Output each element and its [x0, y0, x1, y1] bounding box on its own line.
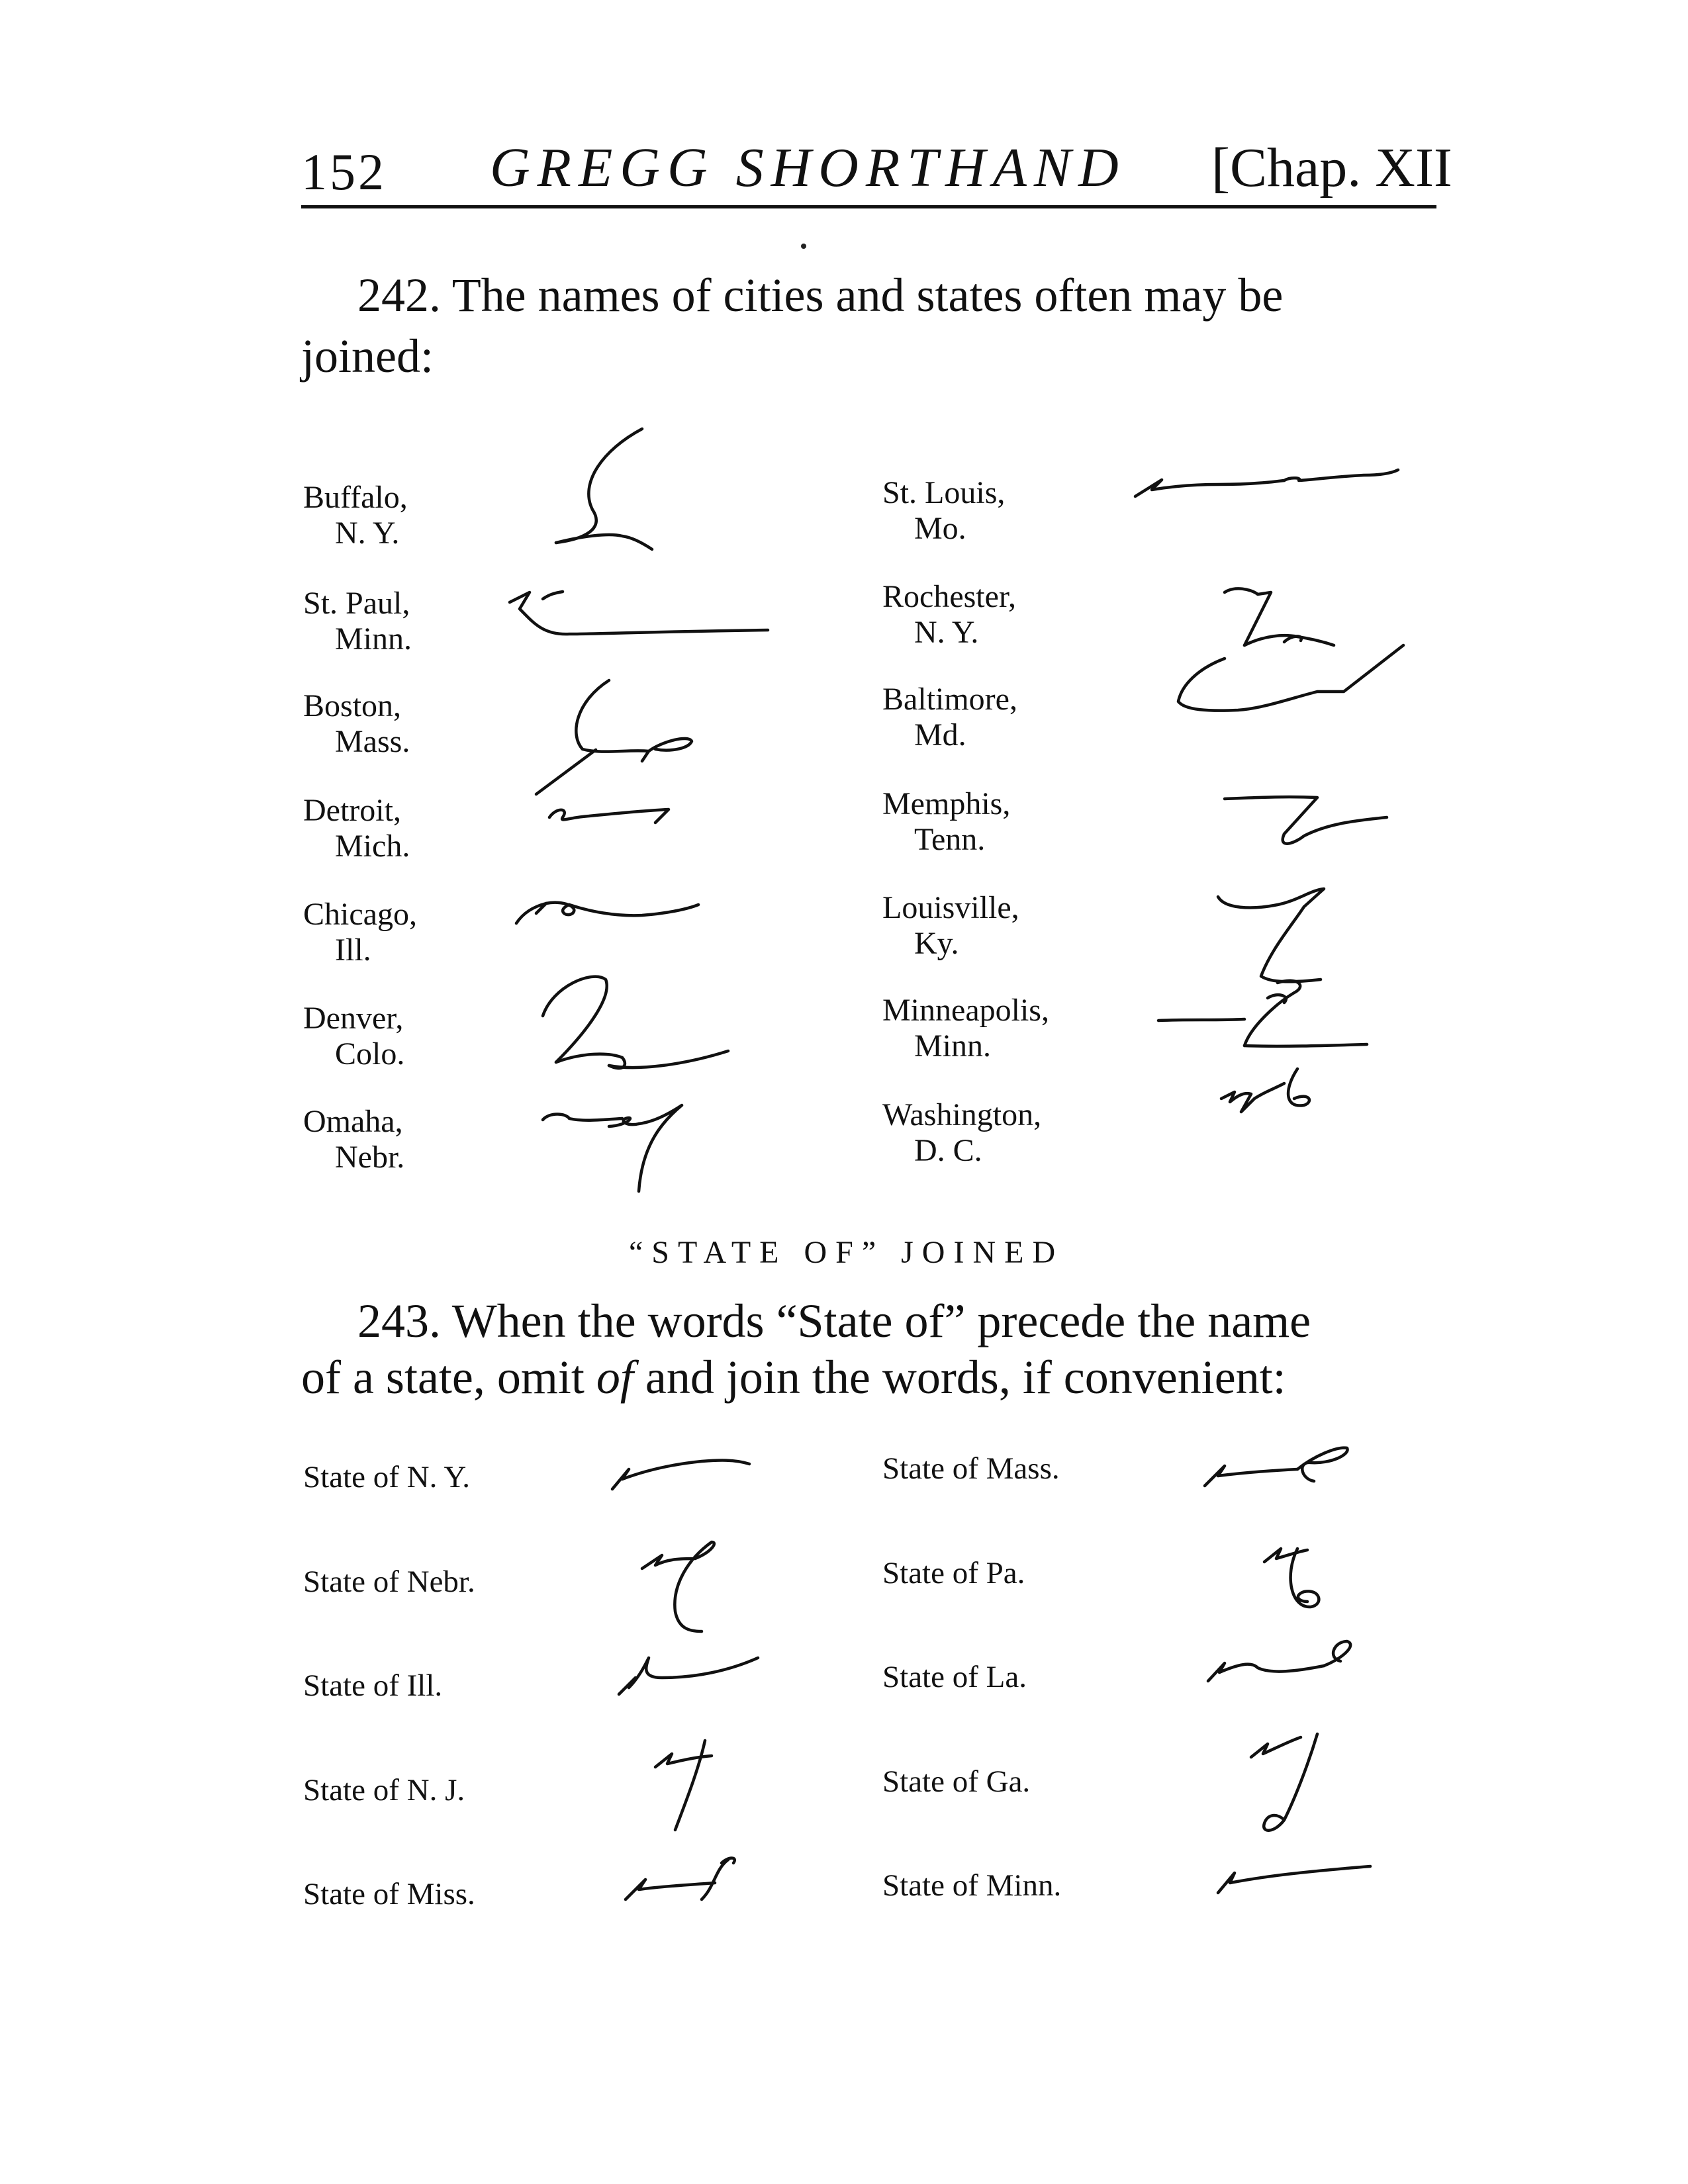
state-of-label: State of La.	[882, 1660, 1027, 1694]
st-paul-minn-outline	[503, 582, 781, 655]
chapter-label: [Chap. XII	[1211, 137, 1452, 199]
city-label: Baltimore, Md.	[882, 682, 1017, 752]
state-of-label: State of Minn.	[882, 1868, 1062, 1903]
state-of-label: State of Ill.	[303, 1668, 443, 1703]
state-of-label: State of Miss.	[303, 1877, 475, 1911]
city-label: Washington, D. C.	[882, 1097, 1042, 1168]
section-243-line2: of a state, omit of and join the words, if convenient:	[301, 1351, 1286, 1404]
state-of-ill-outline	[609, 1641, 768, 1704]
city-label: Rochester, N. Y.	[882, 579, 1017, 650]
section-242-text: The names of cities and states often may be	[451, 269, 1284, 322]
buffalo-ny-outline	[543, 424, 675, 563]
omaha-nebr-outline	[530, 1092, 728, 1198]
city-label: Boston, Mass.	[303, 688, 410, 759]
state-of-miss-outline	[616, 1846, 761, 1906]
denver-colo-outline	[530, 966, 741, 1079]
state-of-mass-outline	[1198, 1423, 1370, 1496]
memphis-tenn-outline	[1211, 784, 1397, 860]
city-label: Detroit, Mich.	[303, 793, 410, 864]
city-label: Omaha, Nebr.	[303, 1104, 405, 1175]
state-of-label: State of N. Y.	[303, 1460, 470, 1494]
city-label: Louisville, Ky.	[882, 890, 1019, 961]
running-title: GREGG SHORTHAND	[490, 137, 1126, 199]
baltimore-md-outline	[1152, 639, 1417, 728]
section-243-number: 243.	[357, 1295, 441, 1347]
st-louis-mo-outline	[1125, 450, 1417, 503]
city-label: Buffalo, N. Y.	[303, 480, 408, 551]
state-of-label: State of Nebr.	[303, 1565, 475, 1599]
city-label: Chicago, Ill.	[303, 897, 417, 968]
minneapolis-minn-outline	[1152, 966, 1377, 1062]
section-243-line1	[357, 1291, 1311, 1351]
italic-of: of	[596, 1351, 633, 1404]
state-of-minn-outline	[1211, 1827, 1383, 1899]
state-of-label: State of Mass.	[882, 1451, 1060, 1486]
state-of-nj-outline	[649, 1737, 735, 1837]
section-242-number: 242.	[357, 269, 441, 322]
state-of-label: State of N. J.	[303, 1773, 465, 1807]
section-243-text: When the words “State of” precede the name	[451, 1295, 1311, 1347]
city-label: Memphis, Tenn.	[882, 786, 1011, 857]
state-of-ny-outline	[602, 1443, 761, 1496]
section-242-line1	[357, 265, 1283, 326]
page-number: 152	[301, 143, 387, 201]
state-of-la-outline	[1198, 1618, 1383, 1691]
detroit-mich-outline	[523, 745, 682, 831]
state-of-label: State of Pa.	[882, 1556, 1025, 1590]
city-label: Minneapolis, Minn.	[882, 993, 1049, 1064]
city-label: Denver, Colo.	[303, 1001, 405, 1071]
washington-dc-outline	[1211, 1062, 1344, 1135]
subheading: “STATE OF” JOINED	[629, 1235, 1064, 1270]
stray-dot	[801, 244, 806, 249]
state-of-label: State of Ga.	[882, 1764, 1031, 1799]
city-label: St. Louis, Mo.	[882, 475, 1006, 546]
header-rule	[301, 205, 1436, 208]
section-242-line2: joined:	[301, 330, 434, 383]
state-of-nebr-outline	[635, 1532, 748, 1651]
chicago-ill-outline	[510, 877, 708, 936]
city-label: St. Paul, Minn.	[303, 586, 412, 657]
